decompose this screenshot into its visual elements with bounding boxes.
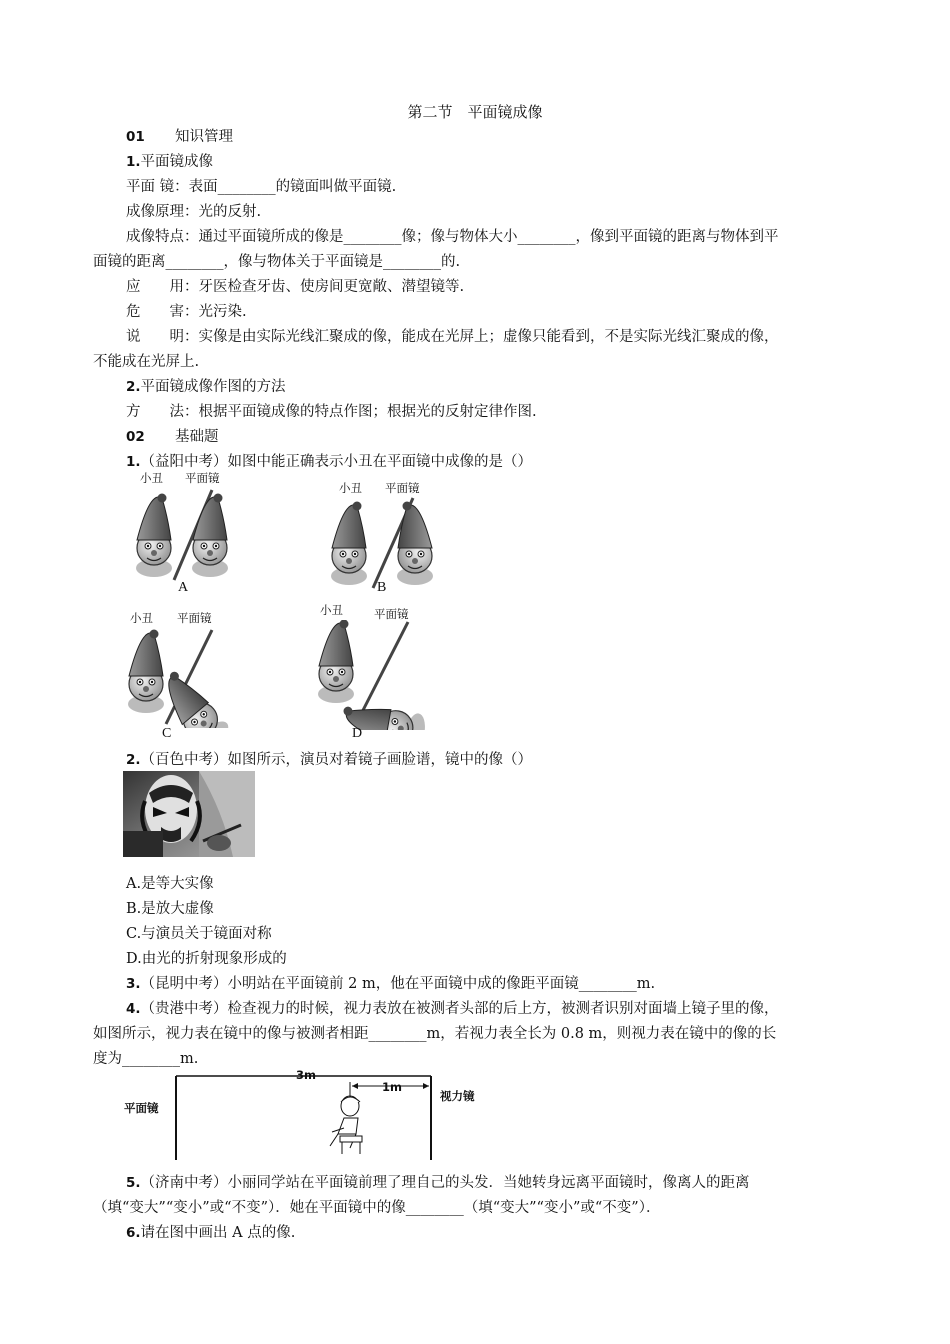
text-line: 方 法：根据平面镜成像的特点作图；根据光的反射定律作图.	[126, 404, 537, 420]
text-line: 面镜的距离________，像与物体关于平面镜是________的.	[93, 254, 461, 270]
question-1: 1.（益阳中考）如图中能正确表示小丑在平面镜中成像的是（）	[126, 454, 533, 470]
text-line: 应 用：牙医检查牙齿、使房间更宽敞、潜望镜等.	[126, 279, 465, 295]
text-line: 不能成在光屏上.	[93, 354, 200, 370]
section-label: 基础题	[175, 429, 219, 445]
eye-chart-label: 视力镜	[440, 1089, 475, 1103]
question-4: 4.（贵港中考）检查视力的时候，视力表放在被测者头部的后上方，被测者识别对面墙上镜子里的像，	[126, 1001, 779, 1017]
option-label: A	[178, 580, 189, 595]
clown-mirror-drawing	[122, 628, 252, 728]
clown-mirror-drawing	[130, 488, 250, 588]
section-number: 01	[126, 129, 145, 145]
clown-mirror-drawing	[325, 496, 455, 596]
text-line: 危 害：光污染.	[126, 304, 247, 320]
text-line: 平面 镜：表面________的镜面叫做平面镜.	[126, 179, 397, 195]
option-label: D	[352, 726, 363, 741]
question-5: 5.（济南中考）小丽同学站在平面镜前理了理自己的头发．当她转身远离平面镜时，像离人的距离	[126, 1175, 750, 1191]
text-line: 成像原理：光的反射.	[126, 204, 262, 220]
clown-label: 小丑	[140, 471, 163, 485]
knowledge-heading-2: 2.平面镜成像作图的方法	[126, 379, 286, 395]
eye-test-figure	[118, 1068, 498, 1160]
option-label: C	[162, 726, 172, 741]
distance-label-1m: 1m	[382, 1080, 402, 1094]
mirror-label: 平面镜	[177, 611, 212, 625]
text-line: （填“变大”“变小”或“不变”）．她在平面镜中的像________（填“变大”“变小”或“不变”）．	[93, 1200, 661, 1216]
mirror-label: 平面镜	[385, 481, 420, 495]
clown-label: 小丑	[339, 481, 362, 495]
text-line: 如图所示，视力表在镜中的像与被测者相距________m，若视力表全长为 0.8 m，则视力表在镜中的像的长	[93, 1026, 777, 1042]
page-title: 第二节 平面镜成像	[407, 103, 543, 121]
mirror-label: 平面镜	[185, 471, 220, 485]
text-line: 度为________m.	[93, 1051, 199, 1067]
option-label: B	[377, 580, 387, 595]
choice-a: A.是等大实像	[126, 876, 214, 892]
section-number: 02	[126, 429, 145, 445]
clown-label: 小丑	[320, 603, 343, 617]
choice-b: B.是放大虚像	[126, 901, 214, 917]
choice-d: D.由光的折射现象形成的	[126, 951, 287, 967]
option-b-figure	[325, 480, 455, 610]
question-2: 2.（百色中考）如图所示，演员对着镜子画脸谱，镜中的像（）	[126, 752, 533, 768]
opera-actor-photo	[123, 771, 255, 857]
text-line: 成像特点：通过平面镜所成的像是________像；像与物体大小________，像到平面镜的距离与物体到平	[126, 229, 779, 245]
question-3: 3.（昆明中考）小明站在平面镜前 2 m，他在平面镜中成的像距平面镜________m.	[126, 976, 656, 992]
text-line: 说 明：实像是由实际光线汇聚成的像，能成在光屏上；虚像只能看到，不是实际光线汇聚成的像，	[126, 329, 779, 345]
section-label: 知识管理	[175, 129, 233, 145]
clown-label: 小丑	[130, 611, 153, 625]
mirror-label: 平面镜	[124, 1101, 159, 1115]
option-a-figure	[130, 470, 250, 600]
option-d-figure	[312, 602, 452, 746]
option-c-figure	[122, 606, 252, 746]
knowledge-heading-1: 1.平面镜成像	[126, 154, 214, 170]
choice-c: C.与演员关于镜面对称	[126, 926, 272, 942]
mirror-label: 平面镜	[374, 607, 409, 621]
distance-label-3m: 3m	[296, 1068, 316, 1082]
question-6: 6.请在图中画出 A 点的像.	[126, 1225, 296, 1241]
clown-mirror-drawing	[312, 620, 452, 730]
